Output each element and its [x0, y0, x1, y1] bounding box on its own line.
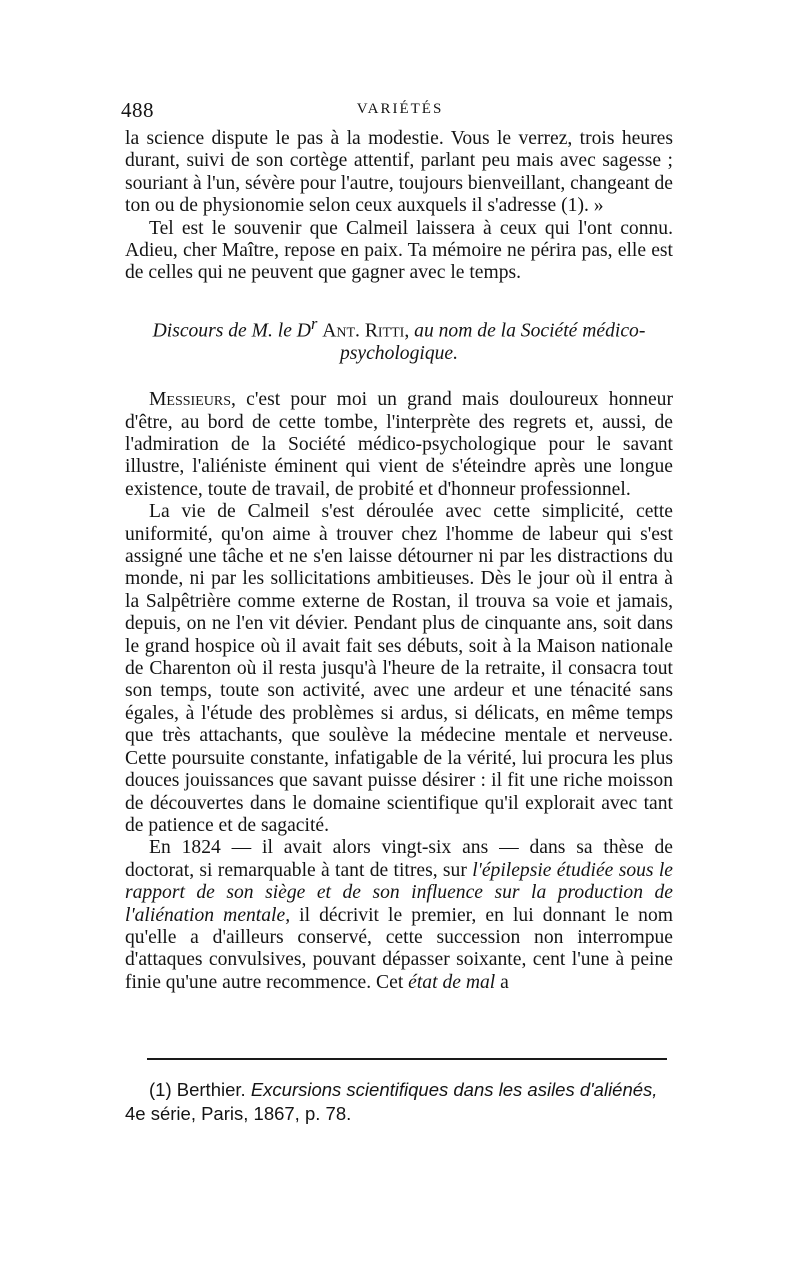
running-head: VARIÉTÉS — [356, 101, 444, 117]
heading-speaker: Ant. Ritti, — [322, 320, 410, 342]
footnote-title: Excursions scientifiques dans les asiles d'aliénés, — [250, 1079, 658, 1100]
speech-paragraph-1-text: c'est pour moi un grand mais douloureux honneur d'être, au bord de cette tombe, l'interprète des regrets et, aussi, de l'admiration de la Société médico-psychologique pour le savant illustre, l'aliéniste éminent qui vient de s'éteindre après une longue existence, toute de travail, de probité et d'honneur professionnel. — [125, 389, 673, 500]
closing-paragraph: Tel est le souvenir que Calmeil laissera à ceux qui l'ont connu. Adieu, cher Maître, repose en paix. Ta mémoire ne périra pas, elle est de celles qui ne peuvent que gagner avec le temps. — [125, 217, 673, 284]
thesis-title: l'épilepsie étudiée sous le rapport de son siège et de son influence sur la production de l'aliénation mentale, — [125, 859, 673, 926]
footnote-details: 4e série, Paris, 1867, p. 78. — [125, 1103, 352, 1124]
page-number: 488 — [121, 98, 154, 122]
footnote-marker: (1) — [149, 1079, 172, 1100]
continuation-paragraph: la science dispute le pas à la modestie. Vous le verrez, trois heures durant, suivi de son cortège attentif, parlant peu mais avec sagesse ; souriant à l'un, sévère pour l'autre, toujours bienveillant, changeant de ton ou de physionomie selon ceux auxquels il s'adresse (1). » — [125, 128, 673, 217]
speech-paragraph-1 — [125, 389, 673, 501]
salutation: Messieurs, — [149, 389, 236, 411]
speech-paragraph-2: La vie de Calmeil s'est déroulée avec cette simplicité, cette uniformité, qu'on aime à trouver chez l'homme de labeur qui s'est assigné une tâche et ne s'en laisse détourner ni par les distractions du monde, ni par les sollicitations ambitieuses. Dès le jour où il entra à la Salpêtrière comme externe de Rostan, il trouva sa voie et jamais, depuis, on ne l'en vit dévier. Pendant plus de cinquante ans, soit dans le grand hospice où il avait fait ses débuts, soit à la Maison nationale de Charenton où il resta jusqu'à l'heure de la retraite, il consacra tout son temps, toute son activité, avec une ardeur et une ténacité sans égales, à l'étude des problèmes si ardus, si délicats, en même temps que très attachants, que soulève la médecine mentale et nerveuse. Cette poursuite constante, infatigable de la vérité, lui procura les plus douces jouissances que savant puisse désirer : il fit une riche moisson de découvertes dans le domaine scientifique qu'il explorait avec tant de patience et de sagacité. — [125, 501, 673, 836]
body-text — [125, 128, 673, 994]
paragraph-3-end: a — [500, 971, 509, 993]
section-heading — [125, 313, 673, 365]
footnote — [125, 1078, 673, 1126]
paragraph-3-start: En 1824 — il avait alors vingt-six ans — dans sa thèse de doctorat, si remarquable à tant de titres, sur — [125, 837, 673, 881]
heading-superscript: r — [310, 313, 318, 333]
speech-paragraph-3 — [125, 837, 673, 994]
paragraph-3-middle: il décrivit le premier, en lui donnant le nom qu'elle a d'ailleurs conservé, cette succession non interrompue d'attaques convulsives, pouvant dépasser soixante, cent l'une à peine finie qu'une autre recommence. Cet — [125, 904, 673, 993]
heading-suffix: au nom de la Société médico-psychologique. — [339, 320, 646, 364]
heading-prefix: Discours de M. le D — [152, 320, 311, 342]
etat-de-mal-term: état de mal — [408, 971, 496, 993]
footnote-author: Berthier. — [176, 1079, 246, 1100]
footnote-rule — [147, 1058, 667, 1060]
